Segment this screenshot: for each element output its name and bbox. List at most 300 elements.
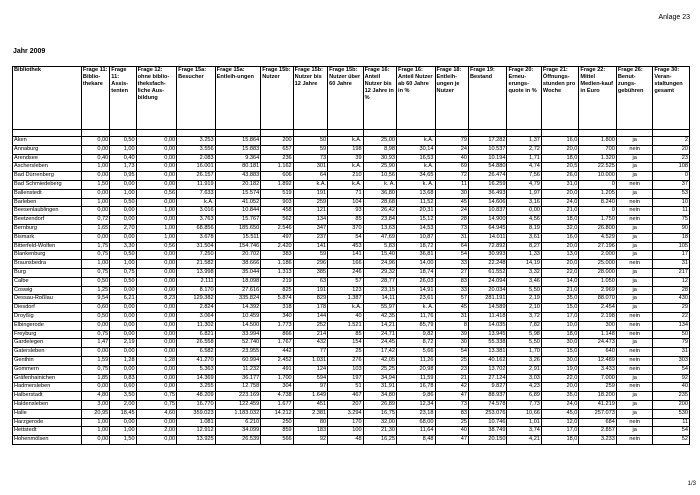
table-cell: 11 [653,207,690,216]
table-cell: 6.821 [177,330,216,339]
table-cell: 3.253 [177,137,216,146]
table-cell: 11,76 [397,312,436,321]
table-cell: 250 [261,418,293,427]
table-cell: k.A. [328,180,363,189]
table-cell: 30 [435,339,468,348]
table-cell: 25.000 [579,260,616,269]
table-cell: 55,97 [363,304,396,313]
table-cell: 1.750 [579,216,616,225]
table-row [13,277,690,286]
table-cell: 197 [328,374,363,383]
table-cell: 2.452 [261,356,293,365]
table-cell: 18,0 [541,216,578,225]
table-cell: 2.454 [579,304,616,313]
table-cell: nein [616,418,652,427]
table-cell: 5,98 [507,330,541,339]
table-cell: ja [616,392,652,401]
table-cell: 17.282 [468,137,507,146]
table-cell: nein [616,207,652,216]
table-cell: 0,72 [81,216,109,225]
table-cell: 20,95 [81,409,109,418]
table-cell: 0,00 [81,207,109,216]
table-cell: 21,0 [541,207,578,216]
table-cell: 18.098 [215,277,261,286]
table-cell: 20,0 [541,189,578,198]
table-cell: 2,91 [507,365,541,374]
table-cell: 20.702 [215,251,261,260]
table-cell: 453 [328,242,363,251]
table-cell: 10,66 [507,409,541,418]
table-cell: 11 [435,180,468,189]
table-cell: 3,30 [110,242,136,251]
table-cell: 26.474 [468,172,507,181]
table-cell: 562 [261,216,293,225]
table-cell: 30,0 [541,356,578,365]
table-cell: 14.606 [468,198,507,207]
table-cell: 54 [435,348,468,357]
table-cell: 1.320 [579,154,616,163]
table-row [13,427,690,436]
table-cell: 57 [328,277,363,286]
table-cell: 1,00 [110,260,136,269]
table-cell: 15.574 [215,189,261,198]
table-cell: 5,50 [507,339,541,348]
table-cell: 223.169 [215,392,261,401]
table-cell: 237 [293,233,327,242]
table-cell: 28,77 [363,277,396,286]
table-cell: 31,91 [363,383,396,392]
table-cell: 9,86 [397,392,436,401]
table-cell: 257.073 [579,409,616,418]
column-header: Frage 15a: Besucher [177,67,216,130]
table-cell: 1,28 [136,356,177,365]
table-cell: 253.076 [468,409,507,418]
table-cell: 0,00 [81,189,109,198]
library-name-cell: Calbe [13,277,82,286]
table-cell: 71 [328,189,363,198]
table-cell: nein [616,365,652,374]
table-cell: 11.232 [215,365,261,374]
table-cell: 24,0 [541,400,578,409]
table-cell: 14.392 [215,304,261,313]
table-cell: 2,70 [110,224,136,233]
table-cell: 4,74 [507,163,541,172]
table-cell: 2,00 [136,427,177,436]
table-cell: 0,00 [110,180,136,189]
table-row [13,137,690,146]
table-cell: 3,16 [507,198,541,207]
table-row [13,163,690,172]
table-cell: 1,00 [81,427,109,436]
table-cell: 23,18 [397,409,436,418]
table-cell: 18,0 [541,330,578,339]
library-name-cell: Halberstadt [13,392,82,401]
table-cell: 0,00 [136,304,177,313]
table-cell: nein [616,330,652,339]
table-cell: 1,00 [110,427,136,436]
table-cell: 0,50 [110,198,136,207]
library-name-cell: Blankenburg [13,251,82,260]
table-cell: 3,50 [110,392,136,401]
table-cell: ja [616,137,652,146]
table-cell: ja [616,172,652,181]
table-cell: 566 [261,436,293,445]
table-cell: 1.700 [261,374,293,383]
table-cell: 31 [435,312,468,321]
table-cell: 24,0 [541,198,578,207]
table-cell: 85,79 [397,321,436,330]
table-cell: 36,80 [363,189,396,198]
column-header: Frage 15b: Nutzer [261,67,293,130]
table-cell: 4,80 [81,392,109,401]
table-cell: 13.381 [468,348,507,357]
library-name-cell: Hadmersleben [13,383,82,392]
annex-label: Anlage 23 [658,14,690,21]
table-cell: 17,42 [363,348,396,357]
table-cell: 80.181 [215,163,261,172]
table-cell: 3.255 [177,383,216,392]
table-cell: 29,32 [363,268,396,277]
table-cell: 0,00 [81,383,109,392]
table-cell: 25 [435,418,468,427]
table-cell: 1,28 [110,356,136,365]
table-cell: 20.034 [468,286,507,295]
table-cell: 52.740 [215,339,261,348]
table-cell: 2.000 [579,251,616,260]
table-row [13,312,690,321]
table-cell: ja [616,277,652,286]
table-cell: 214 [293,330,327,339]
library-name-cell: Haldensleben [13,400,82,409]
table-cell: 0,00 [110,418,136,427]
table-cell: 385 [293,268,327,277]
library-name-cell: Ballenstedt [13,189,82,198]
table-cell: 335.824 [215,295,261,304]
table-cell: 22,0 [541,268,578,277]
table-cell: 52 [653,436,690,445]
table-cell: 1,00 [81,418,109,427]
table-cell: 42 [435,383,468,392]
table-cell: 0,00 [136,216,177,225]
table-row [13,242,690,251]
table-cell: 25 [435,356,468,365]
table-cell: 104 [328,198,363,207]
table-cell: 48.209 [177,392,216,401]
table-cell: 20,5 [541,163,578,172]
table-cell: 68,00 [397,418,436,427]
table-cell: 36.493 [468,189,507,198]
library-name-cell: Bismark [13,233,82,242]
table-cell: 0,00 [81,172,109,181]
table-cell: 207 [328,400,363,409]
table-cell: 318 [261,304,293,313]
table-cell: 0,00 [110,330,136,339]
table-cell: 16,0 [541,137,578,146]
table-cell: 8 [435,321,468,330]
table-cell: 26,0 [541,172,578,181]
table-cell: 26,42 [363,207,396,216]
table-cell: 24.473 [579,339,616,348]
library-name-cell: Genthin [13,356,82,365]
table-cell: 29 [653,304,690,313]
table-cell: ja [616,409,652,418]
table-cell: 0,00 [136,418,177,427]
table-cell: 48 [328,436,363,445]
table-cell: 92 [293,436,327,445]
table-cell: 20 [653,145,690,154]
table-cell: 12.758 [215,383,261,392]
table-cell: 252 [293,321,327,330]
column-header: Frage 16: Anteil Nutzer bis 12 Jahre in % [363,67,396,130]
table-cell: 166 [328,260,363,269]
table-cell: 0,00 [136,321,177,330]
table-cell: 0,00 [136,277,177,286]
table-cell: 22.525 [579,163,616,172]
table-cell: 45,0 [541,409,578,418]
table-cell: 14.900 [468,216,507,225]
table-cell: 27.124 [468,374,507,383]
table-cell: 41.219 [579,400,616,409]
table-cell: 0,00 [136,260,177,269]
table-cell: 26,89 [363,400,396,409]
table-cell: 359.023 [177,409,216,418]
library-name-cell: Braunsbedra [13,260,82,269]
library-name-cell: Aschersleben [13,163,82,172]
table-row [13,224,690,233]
table-cell: 90 [653,224,690,233]
table-cell: 22.248 [468,260,507,269]
table-cell: 0,00 [81,436,109,445]
table-cell: 93 [328,207,363,216]
library-name-cell: Hohenmölsen [13,436,82,445]
table-cell: k.A. [328,163,363,172]
table-cell: 32,0 [541,224,578,233]
table-cell: 21,0 [541,286,578,295]
table-cell: 10.746 [468,418,507,427]
table-cell: 27.196 [579,242,616,251]
table-cell: 154 [328,339,363,348]
table-cell: 1,85 [81,374,109,383]
year-heading: Jahr 2009 [13,48,46,55]
table-cell: 24 [435,207,468,216]
table-cell: 15,0 [541,304,578,313]
table-cell: 25,00 [363,137,396,146]
table-row [13,374,690,383]
table-cell: 0,00 [136,163,177,172]
table-cell: 123 [328,286,363,295]
table-row [13,251,690,260]
table-cell: 432 [293,339,327,348]
column-header: Bibliothek [13,67,82,130]
table-cell: 0,00 [110,321,136,330]
table-cell: 15.767 [215,216,261,225]
table-cell: 2.420 [261,242,293,251]
table-cell: 47 [435,436,468,445]
table-cell: 5,83 [363,242,396,251]
table-cell: 4.529 [579,233,616,242]
table-cell: 1.387 [328,295,363,304]
table-cell: 108 [653,163,690,172]
table-cell: 383 [261,251,293,260]
table-cell: 1.162 [261,163,293,172]
table-cell: 17 [653,251,690,260]
table-cell: 14.589 [468,304,507,313]
table-cell: 0,00 [110,286,136,295]
table-cell: 30 [435,189,468,198]
table-cell: 63 [293,277,327,286]
table-cell: 54 [653,427,690,436]
table-cell: 24,45 [363,339,396,348]
table-row [13,321,690,330]
table-row [13,172,690,181]
table-cell: 1.677 [261,400,293,409]
table-cell: 0,95 [110,172,136,181]
table-cell: 0,00 [136,312,177,321]
table-cell: 11 [653,418,690,427]
table-cell: 1,00 [136,233,177,242]
column-header: Frage 19: Bestand [468,67,507,130]
table-cell: 18,0 [541,154,578,163]
table-cell: 16.001 [177,163,216,172]
table-cell: 10.194 [468,154,507,163]
table-cell: 13.998 [177,268,216,277]
table-cell: 11,59 [397,374,436,383]
table-cell: 14,0 [541,277,578,286]
table-cell: 26,03 [397,277,436,286]
header-row [13,67,690,130]
table-cell: 20.182 [215,180,261,189]
table-cell: 1.767 [261,339,293,348]
table-cell: 13.702 [468,365,507,374]
table-cell: 34.099 [215,427,261,436]
table-cell: 0,00 [136,383,177,392]
table-cell: 14.035 [468,321,507,330]
table-cell: 4,60 [136,409,177,418]
table-cell: 9.364 [215,154,261,163]
table-cell: 1.031 [293,356,327,365]
column-header: Frage 26: Benut-zungs-gebühren [616,67,652,130]
table-cell: 11.919 [177,180,216,189]
table-cell: 1,73 [110,163,136,172]
table-cell: nein [616,145,652,154]
table-cell: 3,61 [507,233,541,242]
table-cell: 0,75 [81,251,109,260]
table-cell: 34,80 [363,392,396,401]
table-cell: 1,00 [110,189,136,198]
table-cell: ja [616,400,652,409]
table-cell: 2.111 [177,277,216,286]
table-cell: 0,00 [81,321,109,330]
library-name-cell: Dessau-Roßlau [13,295,82,304]
table-row [13,198,690,207]
table-cell: 0,60 [81,304,109,313]
table-cell: 26.157 [177,172,216,181]
table-cell: 6,21 [110,295,136,304]
table-cell: 0,00 [136,286,177,295]
table-cell: 859 [261,427,293,436]
table-cell: 3.016 [177,207,216,216]
table-cell: 276 [328,356,363,365]
table-cell: 178 [293,304,327,313]
table-cell: 73 [435,400,468,409]
library-name-cell: Gommern [13,365,82,374]
table-cell: 825 [261,286,293,295]
table-cell: 3.064 [177,312,216,321]
table-cell: 219 [261,277,293,286]
table-cell: 1,25 [81,286,109,295]
column-header: Frage 15a: Entleih-ungen [215,67,261,130]
table-cell: 13,68 [397,189,436,198]
table-cell: 10.537 [468,145,507,154]
table-cell: 17,0 [541,427,578,436]
table-cell: 85 [328,216,363,225]
table-cell: 23,15 [363,286,396,295]
table-cell: 8,23 [136,295,177,304]
table-cell: 24,96 [363,260,396,269]
table-cell: ja [616,268,652,277]
table-cell: 18 [653,233,690,242]
table-row [13,154,690,163]
table-cell: nein [616,180,652,189]
table-cell: 4.738 [261,392,293,401]
table-cell: 80 [293,418,327,427]
table-cell: 3,46 [507,277,541,286]
table-cell: 2.824 [177,304,216,313]
table-cell: 97 [293,383,327,392]
table-cell: 8.240 [579,198,616,207]
table-cell: 60.994 [215,356,261,365]
table-cell: 18,45 [110,409,136,418]
table-cell: 1,97 [507,189,541,198]
table-cell: 0,00 [110,312,136,321]
table-cell: 246 [328,268,363,277]
library-name-cell: Beesenlaublingen [13,207,82,216]
table-cell: 236 [261,154,293,163]
table-cell: 8.170 [177,286,216,295]
table-cell: 53 [653,189,690,198]
table-cell: 1,00 [81,163,109,172]
table-cell: 296 [293,260,327,269]
table-cell: 3.233 [579,436,616,445]
table-cell: 0,56 [136,242,177,251]
table-row [13,286,690,295]
table-cell: 21,30 [363,427,396,436]
table-cell: 22,0 [541,374,578,383]
table-cell: 0,00 [81,137,109,146]
table-cell: 4,79 [507,180,541,189]
table-cell: 34,65 [397,172,436,181]
table-cell: 134 [293,216,327,225]
table-cell: 26.539 [215,436,261,445]
table-cell: 4,23 [507,383,541,392]
table-cell: k. A. [397,304,436,313]
table-cell: 10.459 [215,312,261,321]
table-cell: 1.521 [328,321,363,330]
table-cell: 0 [579,180,616,189]
library-name-cell: Bad Schmiedeberg [13,180,82,189]
table-cell: 0 [653,172,690,181]
table-cell: 40 [435,154,468,163]
table-cell: 18.200 [579,392,616,401]
table-row [13,207,690,216]
table-cell: 4,21 [507,436,541,445]
table-cell: 6.210 [215,418,261,427]
library-name-cell: Halle [13,409,82,418]
table-cell: 3.763 [177,216,216,225]
table-cell: ja [616,251,652,260]
table-cell: 3.556 [177,145,216,154]
table-cell: 2,72 [507,145,541,154]
